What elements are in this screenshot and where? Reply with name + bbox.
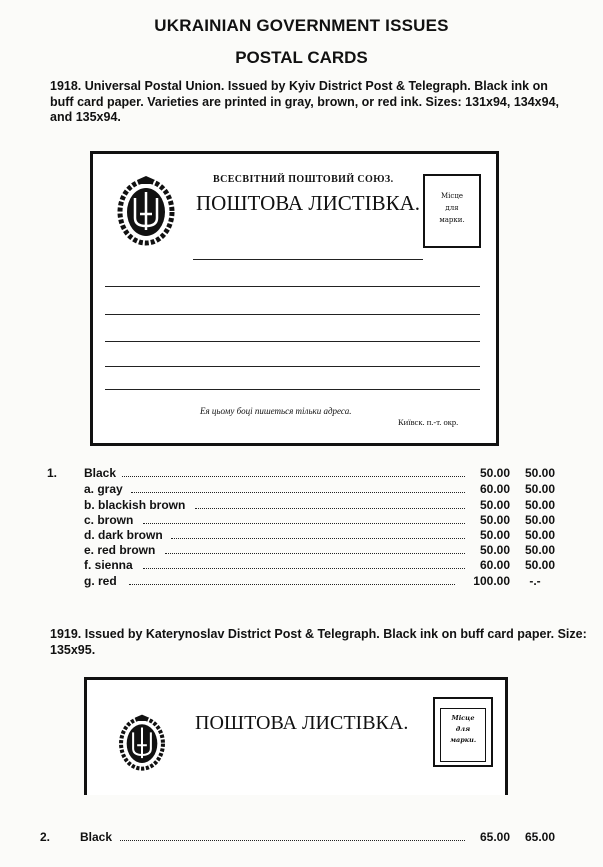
card-footer-note: Ея цьому боці пишеться тільки адреса. [200,406,352,416]
section2-description: 1919. Issued by Katerynoslav District Post & Telegraph. Black ink on buff card paper. Size: 135x95. [50,627,587,657]
trident-crest-icon [115,174,177,246]
card-top-text: ВСЕСВІТНИЙ ПОШТОВИЙ СОЮЗ. [213,174,394,185]
postal-card-1919 [84,677,508,795]
address-line [105,286,480,287]
address-line [105,341,480,342]
list-item: g. red 100.00 -.- [84,574,541,588]
section1-description: 1918. Universal Postal Union. Issued by Kyiv District Post & Telegraph. Black ink on buff card paper. Varieties are printed in gray, brown, or red ink. Sizes: 131x94, 134x94, and 135x94. [50,79,560,124]
list-item: e. red brown 50.00 50.00 [84,543,555,557]
stamp-box-line: для [455,725,471,733]
card-main-title: ПОШТОВА ЛИСТІВКА. [195,712,409,734]
stamp-box-line: марки. [449,736,477,744]
stamp-box [423,174,481,248]
stamp-box-line: Місце [441,192,463,200]
list-item: f. sienna 60.00 50.00 [84,558,555,572]
page-title: UKRAINIAN GOVERNMENT ISSUES [154,16,449,35]
section-title: POSTAL CARDS [235,48,368,67]
stamp-box-line: Місце [451,714,475,722]
postal-card-1918 [90,151,499,446]
address-line [105,389,480,390]
card-main-title: ПОШТОВА ЛИСТІВКА. [196,191,420,215]
list-item: 2. Black 65.00 65.00 [40,830,555,844]
list-item: 1. Black 50.00 50.00 [47,466,555,480]
list-item: c. brown 50.00 50.00 [84,513,555,527]
stamp-box-line: марки. [439,216,465,224]
list-item: d. dark brown 50.00 50.00 [84,528,555,542]
stamp-box-line: для [445,204,459,212]
address-line [105,314,480,315]
card-footer-place: Київск. п.-т. окр. [398,417,459,427]
stamp-box [433,697,493,767]
address-line [105,366,480,367]
list-item: a. gray 60.00 50.00 [84,482,555,496]
trident-crest-icon [117,710,167,774]
address-line [193,259,423,260]
list-item: b. blackish brown 50.00 50.00 [84,498,555,512]
